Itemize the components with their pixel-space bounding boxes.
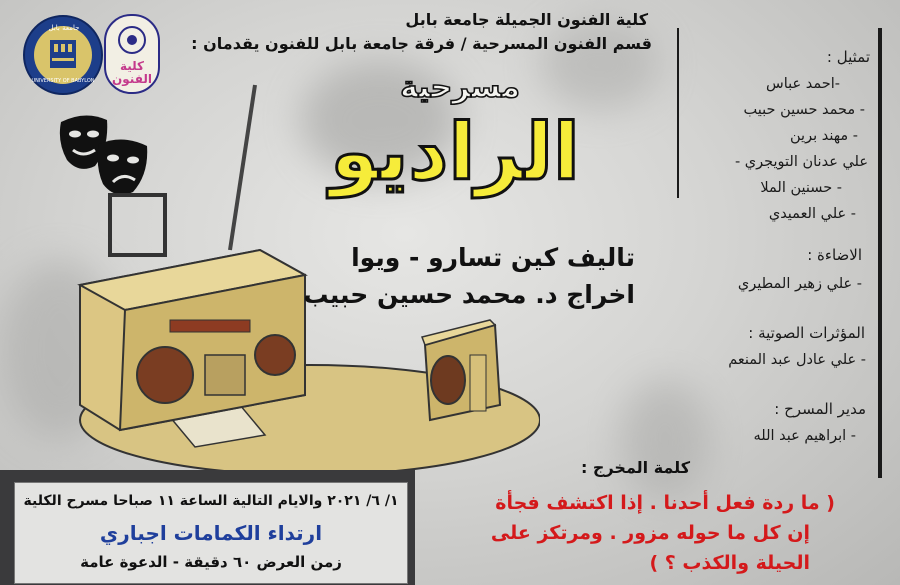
cast-member: - علي العميدي: [768, 206, 856, 222]
play-label: مسرحية: [400, 70, 520, 105]
college-name: كلية الفنون الجميلة جامعة بابل: [405, 10, 648, 29]
performance-info-box: [0, 470, 415, 585]
sound-member: - علي عادل عبد المنعم: [728, 352, 866, 368]
credits-rule-left: [677, 28, 679, 198]
credits-rule: [878, 28, 882, 478]
director-word-heading: كلمة المخرج :: [580, 458, 690, 477]
radio-illustration: [60, 75, 540, 475]
cast-member: - حسنين الملا: [760, 180, 842, 196]
play-title: الراديو: [330, 108, 580, 198]
college-logo-text: كلية الفنون: [112, 59, 152, 86]
sound-heading: المؤثرات الصوتية :: [748, 324, 865, 342]
masks-mandatory-line: ارتداء الكمامات اجباري: [99, 521, 323, 545]
author-line: تاليف كين تسارو - ويوا: [351, 243, 635, 272]
director-quote-line-3: الحيلة والكذب ؟ ): [649, 552, 810, 574]
director-line: اخراج د. محمد حسين حبيب: [303, 280, 635, 309]
director-quote-line-1: ( ما ردة فعل أحدنا . إذا اكتشف فجأة: [495, 492, 835, 514]
cast-member: علي عدنان التويجري -: [734, 154, 868, 170]
cast-member: - مهند برين: [790, 128, 858, 144]
duration-line: زمن العرض ٦٠ دقيقة - الدعوة عامة: [80, 553, 342, 571]
director-quote-line-2: إن كل ما حوله مزور . ومرتكز على: [490, 522, 810, 544]
cast-member: - محمد حسين حبيب: [743, 102, 865, 118]
acting-heading: تمثيل :: [826, 48, 870, 66]
lighting-member: - علي زهير المطيري: [737, 276, 862, 292]
cast-member: -احمد عباس: [766, 76, 840, 92]
stage-manager-member: - ابراهيم عبد الله: [753, 428, 856, 444]
presenters-line: قسم الفنون المسرحية / فرقة جامعة بابل للفنون يقدمان :: [191, 34, 652, 53]
university-logo-top-text: جامعة بابل: [48, 24, 80, 32]
stage-manager-heading: مدير المسرح :: [774, 400, 866, 418]
lighting-heading: الاضاءة :: [807, 246, 862, 264]
performance-date-line: ١/ ٦/ ٢٠٢١ والايام التالية الساعة ١١ صباحا مسرح الكلية: [23, 493, 399, 509]
university-logo-bottom-text: UNIVERSITY OF BABYLON: [31, 78, 95, 84]
performance-info-inner: [14, 482, 408, 584]
